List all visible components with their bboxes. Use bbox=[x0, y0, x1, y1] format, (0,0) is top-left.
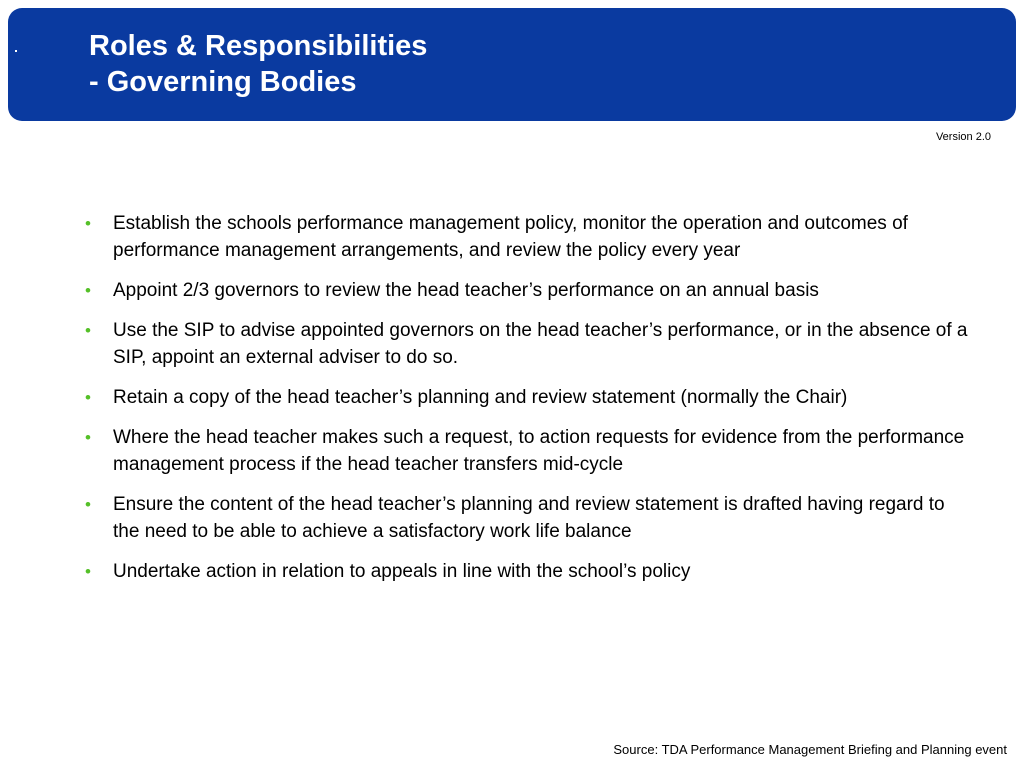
list-item bbox=[85, 277, 970, 304]
bullet-icon: • bbox=[85, 214, 91, 233]
slide-title bbox=[89, 28, 427, 100]
list-item bbox=[85, 210, 970, 264]
bullet-text: Retain a copy of the head teacher’s planning and review statement (normally the Chair) bbox=[113, 387, 848, 408]
bullet-text: Use the SIP to advise appointed governors on the head teacher’s performance, or in the absence of a SIP, appoint an external adviser to do so. bbox=[113, 320, 968, 368]
list-item bbox=[85, 558, 970, 585]
bullet-list bbox=[85, 210, 970, 598]
list-item bbox=[85, 384, 970, 411]
bullet-icon: • bbox=[85, 281, 91, 300]
slide-title-line-1: Roles & Responsibilities bbox=[89, 30, 428, 62]
banner-marker bbox=[15, 50, 17, 52]
bullet-icon: • bbox=[85, 388, 91, 407]
list-item bbox=[85, 317, 970, 371]
bullet-text: Appoint 2/3 governors to review the head teacher’s performance on an annual basis bbox=[113, 280, 819, 301]
slide-title-line-2: - Governing Bodies bbox=[89, 66, 357, 98]
bullet-icon: • bbox=[85, 321, 91, 340]
bullet-icon: • bbox=[85, 495, 91, 514]
version-label: Version 2.0 bbox=[935, 131, 991, 143]
bullet-icon: • bbox=[85, 428, 91, 447]
bullet-text: Ensure the content of the head teacher’s planning and review statement is drafted having regard to the need to be able to achieve a satisfactory work life balance bbox=[113, 494, 945, 542]
bullet-text: Where the head teacher makes such a request, to action requests for evidence from the performance management process if the head teacher transfers mid-cycle bbox=[113, 427, 965, 475]
bullet-icon: • bbox=[85, 562, 91, 581]
list-item bbox=[85, 491, 970, 545]
bullet-text: Undertake action in relation to appeals in line with the school’s policy bbox=[113, 561, 691, 582]
source-note: Source: TDA Performance Management Briefing and Planning event bbox=[613, 742, 1007, 757]
bullet-text: Establish the schools performance management policy, monitor the operation and outcomes of performance management arrangements, and review the policy every year bbox=[113, 213, 908, 261]
list-item bbox=[85, 424, 970, 478]
